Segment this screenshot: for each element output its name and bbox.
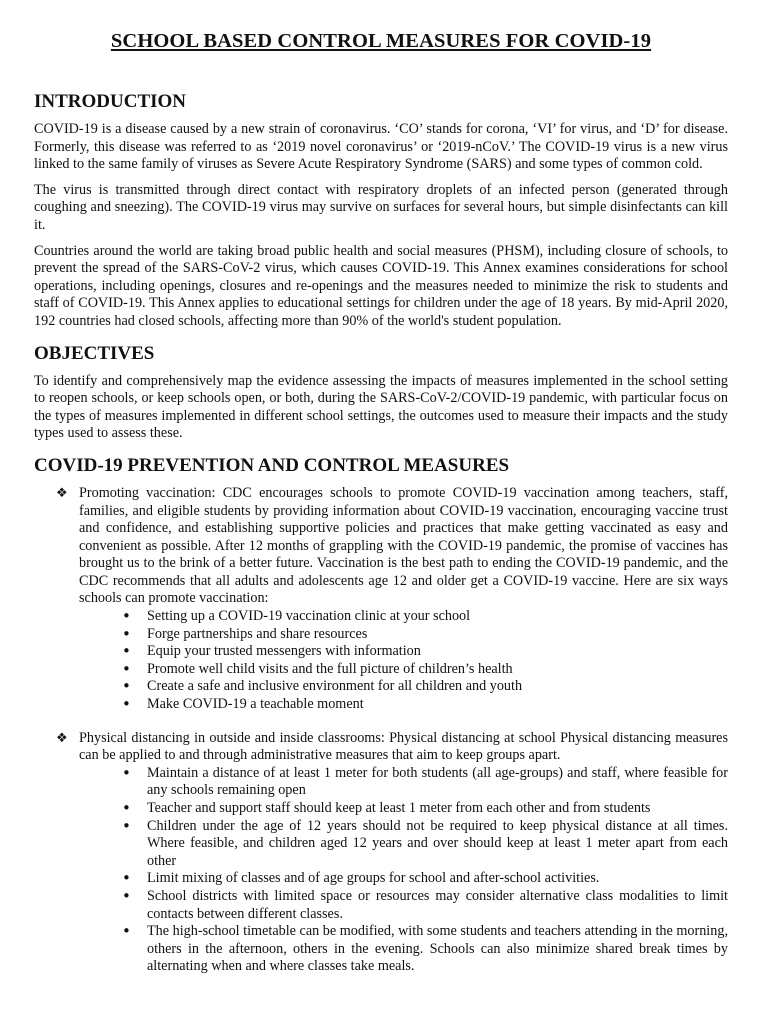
diamond-bullet-icon: ❖ xyxy=(56,730,68,746)
list-item: • Make COVID-19 a teachable moment xyxy=(147,696,728,714)
objectives-section xyxy=(34,343,728,443)
list-item: • Limit mixing of classes and of age groups for school and after-school activities. xyxy=(147,870,728,888)
list-item: • Setting up a COVID-19 vaccination clinic at your school xyxy=(147,608,728,626)
list-item: • School districts with limited space or resources may consider alternative class modalities to limit contacts between different classes. xyxy=(147,888,728,923)
list-item: • Children under the age of 12 years should not be required to keep physical distance at all times. Where feasible, and children aged 12 years and over should keep at least 1 meter apart from each other xyxy=(147,818,728,871)
vaccination-list xyxy=(79,608,728,714)
vaccination-text: Promoting vaccination: CDC encourages schools to promote COVID-19 vaccination among teachers, staff, families, and eligible students by providing information about COVID-19 vaccination, encouraging vaccine trust and confidence, and establishing supportive policies and practices that make getting vaccinated as easy and convenient as possible. After 12 months of grappling with the COVID-19 pandemic, the promise of vaccines has brought us to the brink of a better future. Vaccination is the best path to ending the COVID-19 pandemic, and the CDC recommends that all adults and adolescents age 12 and older get a COVID-19 vaccine. Here are six ways schools can promote vaccination: xyxy=(79,484,728,607)
distancing-bullet xyxy=(34,730,728,976)
prevention-heading: COVID-19 PREVENTION AND CONTROL MEASURES xyxy=(34,454,510,476)
list-item: • Maintain a distance of at least 1 meter for both students (all age-groups) and staff, where feasible for any schools remaining open xyxy=(147,765,728,800)
introduction-section xyxy=(34,91,728,331)
objectives-heading: OBJECTIVES xyxy=(34,342,155,364)
distancing-text: Physical distancing in outside and inside classrooms: Physical distancing at school Physical distancing measures can be applied to and through administrative measures that aim to keep groups apart. xyxy=(79,729,728,764)
introduction-paragraph-1: COVID-19 is a disease caused by a new strain of coronavirus. ‘CO’ stands for corona, ‘VI’ for virus, and ‘D’ for disease. Formerly, this disease was referred to as ‘2019 novel coronavirus’ or ‘2019-nCoV.’ The COVID-19 virus is a new virus linked to the same family of viruses as Severe Acute Respiratory Syndrome (SARS) and some types of common cold. xyxy=(34,121,728,173)
document-title: SCHOOL BASED CONTROL MEASURES FOR COVID-19 xyxy=(110,30,652,52)
distancing-list xyxy=(79,765,728,976)
list-item: • Equip your trusted messengers with information xyxy=(147,643,728,661)
introduction-heading: INTRODUCTION xyxy=(34,91,187,112)
list-item: • Forge partnerships and share resources xyxy=(147,626,728,644)
list-item: • Promote well child visits and the full picture of children’s health xyxy=(147,661,728,679)
introduction-paragraph-2: The virus is transmitted through direct contact with respiratory droplets of an infected person (generated through coughing and sneezing). The COVID-19 virus may survive on surfaces for several hours, but simple disinfectants can kill it. xyxy=(34,181,728,233)
introduction-paragraph-3: Countries around the world are taking broad public health and social measures (PHSM), including closure of schools, to prevent the spread of the SARS-CoV-2 virus, which causes COVID-19. This Annex examines considerations for school operations, including openings, closures and re-openings and the measures needed to minimize the risk to students and staff of COVID-19. This Annex applies to educational settings for children under the age of 18 years. By mid-April 2020, 192 countries had closed schools, affecting more than 90% of the world's student population. xyxy=(34,242,728,329)
vaccination-bullet xyxy=(34,485,728,714)
list-item: • Teacher and support staff should keep at least 1 meter from each other and from students xyxy=(147,800,728,818)
list-item: • Create a safe and inclusive environment for all children and youth xyxy=(147,678,728,696)
diamond-bullet-icon: ❖ xyxy=(56,485,68,501)
prevention-section xyxy=(34,455,728,976)
list-item: • The high-school timetable can be modified, with some students and teachers attending in the morning, others in the afternoon, others in the evening. Schools can also minimize shared break times by alternating when and where classes take meals. xyxy=(147,923,728,976)
objectives-paragraph: To identify and comprehensively map the evidence assessing the impacts of measures implemented in the school setting to reopen schools, or keep schools open, or both, during the SARS-CoV-2/COVID-19 pandemic, with particular focus on the types of measures implemented in different school settings, the outcomes used to measure their impacts and the study types used to assess these. xyxy=(34,372,728,442)
